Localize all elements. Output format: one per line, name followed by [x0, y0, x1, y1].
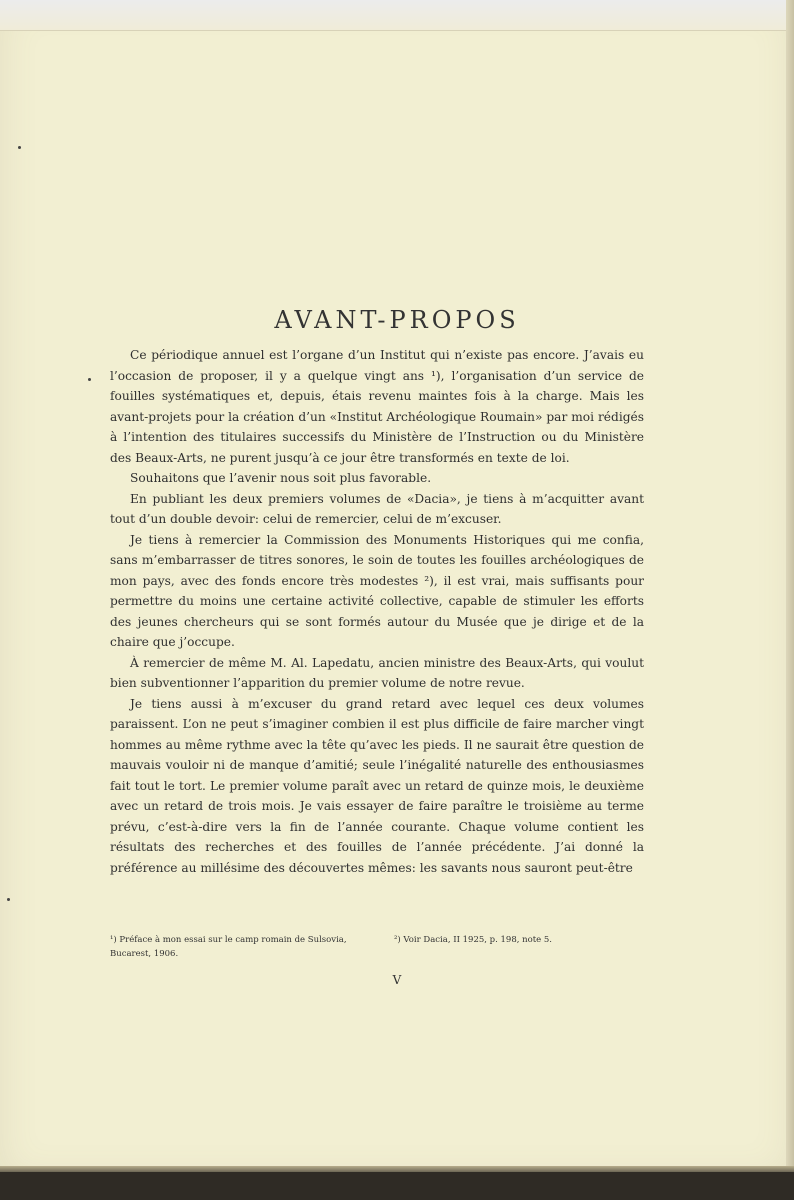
main-text — [110, 345, 644, 878]
paragraph: Ce périodique annuel est l’organe d’un Institut qui n’existe pas encore. J’avais eu l’occasion de proposer, il y a quelque vingt ans ¹), l’organisation d’un service de fouilles systématiques et, depuis, étais revenu maintes fois à la charge. Mais les avant-projets pour la création d’un «Institut Archéologique Roumain» par moi rédigés à l’intention des titulaires successifs du Ministère de l’Instruction ou du Ministère des Beaux-Arts, ne purent jusqu’à ce jour être transformés en texte de loi. — [110, 348, 644, 465]
right-edge — [786, 0, 794, 1180]
footnotes — [110, 933, 644, 961]
margin-mark — [18, 146, 21, 149]
footnote-1: ¹) Préface à mon essai sur le camp romain de Sulsovia, Bucarest, 1906. — [110, 935, 347, 959]
page-title: AVANT-PROPOS — [274, 306, 520, 334]
page-number: V — [392, 973, 402, 987]
top-edge — [0, 0, 794, 31]
margin-mark — [88, 378, 91, 381]
paragraph: Je tiens à remercier la Commission des Monuments Historiques qui me confia, sans m’embarrasser de titres sonores, le soin de toutes les fouilles archéologiques de mon pays, avec des fonds encore très modestes ²), il est vrai, mais suffisants pour permettre du moins une certaine activité collective, capable de stimuler les efforts des jeunes chercheurs qui se sont formés autour du Musée que je dirige et de la chaire que j’occupe. — [110, 532, 644, 649]
paragraph: À remercier de même M. Al. Lapedatu, ancien ministre des Beaux-Arts, qui voulut bien subventionner l’apparition du premier volume de notre revue. — [110, 655, 644, 690]
footnote-2: ²) Voir Dacia, II 1925, p. 198, note 5. — [394, 935, 552, 945]
paragraph: Je tiens aussi à m’excuser du grand retard avec lequel ces deux volumes paraissent. L’on ne peut s’imaginer combien il est plus difficile de faire marcher vingt hommes au même rythme avec la tête qu’avec les pieds. Il ne saurait être question de mauvais vouloir ni de manque d’amitié; seule l’inégalité naturelle des enthousiasmes fait tout le tort. Le premier volume paraît avec un retard de quinze mois, le deuxième avec un retard de trois mois. Je vais essayer de faire paraître le troisième au terme prévu, c’est-à-dire vers la fin de l’année courante. Chaque volume contient les résultats des recherches et des fouilles de l’année précédente. J’ai donné la préférence au millésime des découvertes mêmes: les savants nous sauront peut-être — [110, 696, 644, 875]
paragraph: Souhaitons que l’avenir nous soit plus favorable. — [130, 471, 432, 485]
paragraph: En publiant les deux premiers volumes de «Dacia», je tiens à m’acquitter avant tout d’un double devoir: celui de remercier, celui de m’excuser. — [110, 491, 644, 526]
margin-mark — [7, 898, 10, 901]
scan-bottom-band — [0, 1172, 794, 1200]
